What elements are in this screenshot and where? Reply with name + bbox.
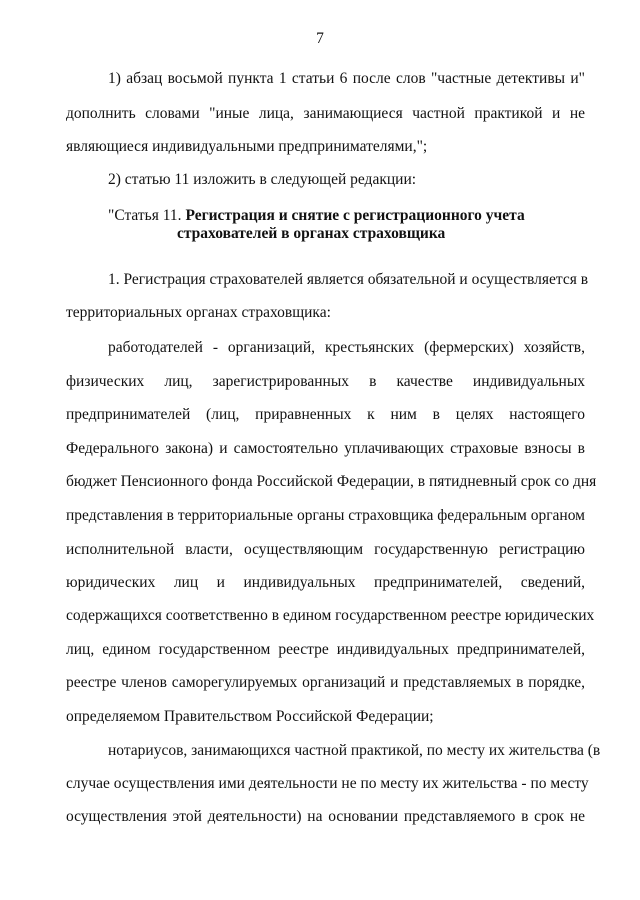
paragraph-2-line-1: 2) статью 11 изложить в следующей редакции: (108, 171, 417, 188)
article-heading-title-line-1: Регистрация и снятие с регистрационного учета (185, 207, 525, 224)
paragraph-4-line-8: юридических лиц и индивидуальных предпринимателей, сведений, (66, 574, 585, 591)
paragraph-1-line-2: дополнить словами "иные лица, занимающиеся частной практикой и не (66, 105, 585, 122)
article-heading-prefix: "Статья 11. (108, 207, 186, 224)
paragraph-4-line-2: физических лиц, зарегистрированных в качестве индивидуальных (66, 373, 585, 390)
paragraph-3-line-2: территориальных органах страховщика: (66, 304, 331, 321)
paragraph-4-line-6: представления в территориальные органы страховщика федеральным органом (66, 507, 585, 524)
paragraph-4-line-10: лиц, едином государственном реестре индивидуальных предпринимателей, (66, 641, 585, 658)
article-heading-line-2 (177, 224, 445, 244)
article-heading-title-line-2: страхователей в органах страховщика (177, 225, 446, 242)
paragraph-1-line-1: 1) абзац восьмой пункта 1 статьи 6 после слов "частные детективы и" (108, 70, 585, 87)
paragraph-4-line-12: определяемом Правительством Российской Федерации; (66, 708, 434, 725)
paragraph-4-line-9: содержащихся соответственно в едином государственном реестре юридических (66, 607, 595, 624)
paragraph-1-line-3: являющиеся индивидуальными предпринимателями,"; (66, 138, 428, 155)
paragraph-4-line-5: бюджет Пенсионного фонда Российской Федерации, в пятидневный срок со дня (66, 473, 597, 490)
paragraph-4-line-7: исполнительной власти, осуществляющим государственную регистрацию (66, 541, 585, 558)
article-heading-line-1 (108, 206, 525, 226)
paragraph-5-line-2: случае осуществления ими деятельности не по месту их жительства - по месту (66, 775, 589, 792)
paragraph-5-line-1: нотариусов, занимающихся частной практикой, по месту их жительства (в (108, 742, 601, 759)
paragraph-4-line-11: реестре членов саморегулируемых организаций и представляемых в порядке, (66, 674, 585, 691)
paragraph-3-line-1: 1. Регистрация страхователей является обязательной и осуществляется в (108, 271, 589, 288)
paragraph-4-line-4: Федерального закона) и самостоятельно уплачивающих страховые взносы в (66, 440, 585, 457)
paragraph-4-line-3: предпринимателей (лиц, приравненных к ним в целях настоящего (66, 406, 585, 423)
page-number: 7 (316, 30, 324, 47)
paragraph-4-line-1: работодателей - организаций, крестьянских (фермерских) хозяйств, (108, 339, 585, 356)
paragraph-5-line-3: осуществления этой деятельности) на основании представляемого в срок не (66, 808, 585, 825)
